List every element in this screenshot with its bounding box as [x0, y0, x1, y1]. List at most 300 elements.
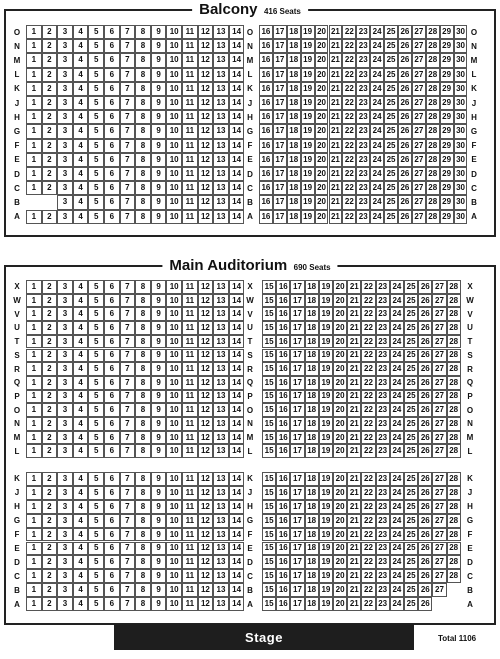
balcony-left-seat[interactable]: 5 [88, 39, 104, 53]
main-upper-left-seat[interactable]: 7 [120, 376, 136, 390]
main-lower-right-seat[interactable]: 16 [276, 583, 290, 597]
main-lower-left-seat[interactable]: 13 [213, 486, 229, 500]
main-upper-right-seat[interactable]: 15 [262, 321, 276, 335]
balcony-left-seat[interactable]: 12 [198, 25, 214, 39]
main-upper-right-seat[interactable]: 21 [347, 403, 361, 417]
main-lower-right-seat[interactable]: 25 [404, 583, 418, 597]
main-upper-left-seat[interactable]: 6 [104, 417, 120, 431]
main-lower-left-seat[interactable]: 13 [213, 514, 229, 528]
balcony-left-seat[interactable]: 4 [73, 195, 89, 209]
balcony-right-seat[interactable]: 16 [259, 82, 273, 96]
main-upper-right-seat[interactable]: 26 [418, 444, 432, 458]
main-lower-left-seat[interactable]: 12 [198, 528, 214, 542]
main-lower-left-seat[interactable]: 1 [26, 597, 42, 611]
balcony-right-seat[interactable]: 21 [329, 110, 343, 124]
balcony-left-seat[interactable]: 10 [166, 124, 182, 138]
main-lower-right-seat[interactable]: 20 [333, 486, 347, 500]
balcony-right-seat[interactable]: 24 [370, 39, 384, 53]
main-lower-left-seat[interactable]: 13 [213, 597, 229, 611]
main-lower-right-seat[interactable]: 26 [418, 569, 432, 583]
main-upper-left-seat[interactable]: 8 [135, 335, 151, 349]
balcony-left-seat[interactable]: 6 [104, 53, 120, 67]
main-upper-right-seat[interactable]: 16 [276, 349, 290, 363]
main-upper-left-seat[interactable]: 14 [229, 321, 245, 335]
main-upper-left-seat[interactable]: 4 [73, 335, 89, 349]
main-lower-right-seat[interactable]: 25 [404, 486, 418, 500]
main-upper-right-seat[interactable]: 26 [418, 403, 432, 417]
main-lower-left-seat[interactable]: 4 [73, 486, 89, 500]
main-lower-right-seat[interactable]: 17 [290, 472, 304, 486]
balcony-right-seat[interactable]: 20 [315, 124, 329, 138]
balcony-right-seat[interactable]: 20 [315, 96, 329, 110]
main-lower-left-seat[interactable]: 2 [42, 555, 58, 569]
balcony-right-seat[interactable]: 28 [426, 25, 440, 39]
balcony-left-seat[interactable]: 9 [151, 181, 167, 195]
balcony-right-seat[interactable]: 21 [329, 167, 343, 181]
balcony-left-seat[interactable]: 4 [73, 53, 89, 67]
main-lower-left-seat[interactable]: 9 [151, 597, 167, 611]
main-lower-left-seat[interactable]: 7 [120, 555, 136, 569]
main-lower-right-seat[interactable]: 22 [361, 597, 375, 611]
main-upper-right-seat[interactable]: 22 [361, 362, 375, 376]
main-upper-right-seat[interactable]: 20 [333, 307, 347, 321]
balcony-right-seat[interactable]: 23 [356, 210, 370, 224]
balcony-left-seat[interactable]: 12 [198, 153, 214, 167]
balcony-right-seat[interactable]: 18 [287, 39, 301, 53]
balcony-left-seat[interactable]: 10 [166, 68, 182, 82]
balcony-right-seat[interactable]: 23 [356, 82, 370, 96]
balcony-left-seat[interactable]: 13 [213, 181, 229, 195]
balcony-right-seat[interactable]: 21 [329, 96, 343, 110]
balcony-left-seat[interactable]: 1 [26, 167, 42, 181]
main-lower-right-seat[interactable]: 20 [333, 472, 347, 486]
balcony-left-seat[interactable]: 4 [73, 210, 89, 224]
main-lower-right-seat[interactable]: 18 [305, 472, 319, 486]
main-upper-right-seat[interactable]: 17 [290, 349, 304, 363]
balcony-left-seat[interactable]: 11 [182, 82, 198, 96]
balcony-left-seat[interactable]: 1 [26, 139, 42, 153]
balcony-right-seat[interactable]: 24 [370, 210, 384, 224]
main-upper-right-seat[interactable]: 15 [262, 335, 276, 349]
main-lower-right-seat[interactable]: 23 [376, 569, 390, 583]
main-upper-right-seat[interactable]: 27 [432, 335, 446, 349]
main-lower-right-seat[interactable]: 24 [390, 569, 404, 583]
balcony-left-seat[interactable]: 4 [73, 82, 89, 96]
main-upper-left-seat[interactable]: 10 [166, 444, 182, 458]
main-lower-right-seat[interactable]: 27 [432, 528, 446, 542]
balcony-right-seat[interactable]: 21 [329, 195, 343, 209]
balcony-left-seat[interactable]: 12 [198, 110, 214, 124]
balcony-right-seat[interactable]: 18 [287, 139, 301, 153]
balcony-left-seat[interactable]: 14 [229, 167, 245, 181]
main-upper-right-seat[interactable]: 17 [290, 362, 304, 376]
balcony-right-seat[interactable]: 27 [412, 25, 426, 39]
balcony-left-seat[interactable]: 9 [151, 82, 167, 96]
balcony-left-seat[interactable]: 13 [213, 124, 229, 138]
balcony-right-seat[interactable]: 25 [384, 210, 398, 224]
main-upper-left-seat[interactable]: 2 [42, 335, 58, 349]
main-lower-right-seat[interactable]: 19 [319, 514, 333, 528]
balcony-left-seat[interactable]: 7 [120, 210, 136, 224]
main-upper-right-seat[interactable]: 15 [262, 444, 276, 458]
main-lower-left-seat[interactable]: 2 [42, 597, 58, 611]
main-lower-left-seat[interactable]: 8 [135, 472, 151, 486]
main-upper-right-seat[interactable]: 23 [376, 294, 390, 308]
main-upper-left-seat[interactable]: 9 [151, 417, 167, 431]
balcony-right-seat[interactable]: 24 [370, 195, 384, 209]
main-upper-right-seat[interactable]: 26 [418, 417, 432, 431]
main-upper-right-seat[interactable]: 27 [432, 376, 446, 390]
balcony-right-seat[interactable]: 26 [398, 139, 412, 153]
balcony-right-seat[interactable]: 22 [342, 195, 356, 209]
main-lower-right-seat[interactable]: 28 [447, 542, 461, 556]
balcony-left-seat[interactable]: 3 [57, 25, 73, 39]
main-lower-right-seat[interactable]: 26 [418, 555, 432, 569]
balcony-right-seat[interactable]: 18 [287, 25, 301, 39]
main-lower-left-seat[interactable]: 8 [135, 528, 151, 542]
main-upper-left-seat[interactable]: 12 [198, 417, 214, 431]
main-upper-left-seat[interactable]: 12 [198, 321, 214, 335]
main-lower-left-seat[interactable]: 12 [198, 500, 214, 514]
main-lower-right-seat[interactable]: 16 [276, 514, 290, 528]
balcony-right-seat[interactable]: 25 [384, 153, 398, 167]
main-upper-right-seat[interactable]: 21 [347, 294, 361, 308]
main-lower-right-seat[interactable]: 21 [347, 597, 361, 611]
main-lower-left-seat[interactable]: 14 [229, 583, 245, 597]
main-lower-left-seat[interactable]: 10 [166, 486, 182, 500]
balcony-left-seat[interactable]: 12 [198, 124, 214, 138]
balcony-left-seat[interactable]: 4 [73, 25, 89, 39]
main-upper-left-seat[interactable]: 13 [213, 307, 229, 321]
main-upper-right-seat[interactable]: 25 [404, 403, 418, 417]
balcony-right-seat[interactable]: 28 [426, 124, 440, 138]
main-lower-right-seat[interactable]: 26 [418, 542, 432, 556]
main-lower-left-seat[interactable]: 4 [73, 555, 89, 569]
main-upper-left-seat[interactable]: 5 [88, 390, 104, 404]
main-upper-right-seat[interactable]: 15 [262, 403, 276, 417]
main-lower-right-seat[interactable]: 15 [262, 486, 276, 500]
balcony-left-seat[interactable]: 11 [182, 153, 198, 167]
balcony-right-seat[interactable]: 27 [412, 96, 426, 110]
main-upper-right-seat[interactable]: 21 [347, 362, 361, 376]
balcony-left-seat[interactable]: 8 [135, 25, 151, 39]
main-upper-left-seat[interactable]: 1 [26, 349, 42, 363]
balcony-right-seat[interactable]: 18 [287, 210, 301, 224]
main-lower-right-seat[interactable]: 23 [376, 514, 390, 528]
main-upper-left-seat[interactable]: 8 [135, 444, 151, 458]
main-lower-right-seat[interactable]: 25 [404, 472, 418, 486]
main-lower-left-seat[interactable]: 13 [213, 569, 229, 583]
main-upper-left-seat[interactable]: 1 [26, 417, 42, 431]
main-lower-left-seat[interactable]: 11 [182, 472, 198, 486]
main-upper-left-seat[interactable]: 7 [120, 307, 136, 321]
main-upper-left-seat[interactable]: 3 [57, 307, 73, 321]
balcony-left-seat[interactable]: 14 [229, 96, 245, 110]
balcony-right-seat[interactable]: 23 [356, 110, 370, 124]
main-upper-right-seat[interactable]: 24 [390, 307, 404, 321]
main-lower-right-seat[interactable]: 28 [447, 528, 461, 542]
balcony-left-seat[interactable]: 4 [73, 96, 89, 110]
main-upper-left-seat[interactable]: 7 [120, 444, 136, 458]
main-upper-left-seat[interactable]: 9 [151, 390, 167, 404]
main-lower-right-seat[interactable]: 19 [319, 569, 333, 583]
main-lower-right-seat[interactable]: 19 [319, 597, 333, 611]
balcony-left-seat[interactable]: 5 [88, 195, 104, 209]
main-upper-right-seat[interactable]: 21 [347, 307, 361, 321]
balcony-left-seat[interactable]: 1 [26, 68, 42, 82]
main-upper-left-seat[interactable]: 14 [229, 403, 245, 417]
balcony-left-seat[interactable]: 14 [229, 210, 245, 224]
main-lower-right-seat[interactable]: 20 [333, 569, 347, 583]
main-lower-left-seat[interactable]: 3 [57, 500, 73, 514]
balcony-right-seat[interactable]: 27 [412, 181, 426, 195]
main-lower-left-seat[interactable]: 11 [182, 528, 198, 542]
main-upper-left-seat[interactable]: 8 [135, 376, 151, 390]
balcony-left-seat[interactable]: 9 [151, 139, 167, 153]
balcony-right-seat[interactable]: 29 [440, 53, 454, 67]
balcony-right-seat[interactable]: 28 [426, 181, 440, 195]
main-lower-left-seat[interactable]: 12 [198, 555, 214, 569]
main-upper-right-seat[interactable]: 17 [290, 321, 304, 335]
main-lower-left-seat[interactable]: 7 [120, 542, 136, 556]
main-lower-right-seat[interactable]: 15 [262, 514, 276, 528]
main-upper-left-seat[interactable]: 4 [73, 403, 89, 417]
balcony-left-seat[interactable]: 12 [198, 167, 214, 181]
main-upper-right-seat[interactable]: 28 [447, 390, 461, 404]
main-upper-right-seat[interactable]: 18 [305, 294, 319, 308]
main-lower-left-seat[interactable]: 3 [57, 486, 73, 500]
main-upper-left-seat[interactable]: 5 [88, 403, 104, 417]
balcony-right-seat[interactable]: 25 [384, 181, 398, 195]
main-upper-left-seat[interactable]: 10 [166, 294, 182, 308]
main-lower-left-seat[interactable]: 3 [57, 555, 73, 569]
balcony-left-seat[interactable]: 11 [182, 25, 198, 39]
balcony-right-seat[interactable]: 21 [329, 39, 343, 53]
balcony-left-seat[interactable]: 11 [182, 110, 198, 124]
balcony-right-seat[interactable]: 23 [356, 124, 370, 138]
main-lower-left-seat[interactable]: 2 [42, 500, 58, 514]
main-lower-right-seat[interactable]: 28 [447, 514, 461, 528]
main-lower-right-seat[interactable]: 28 [447, 569, 461, 583]
main-lower-left-seat[interactable]: 4 [73, 472, 89, 486]
main-upper-left-seat[interactable]: 12 [198, 403, 214, 417]
balcony-right-seat[interactable]: 29 [440, 82, 454, 96]
main-upper-right-seat[interactable]: 23 [376, 335, 390, 349]
balcony-right-seat[interactable]: 21 [329, 68, 343, 82]
main-upper-right-seat[interactable]: 17 [290, 335, 304, 349]
balcony-right-seat[interactable]: 30 [454, 82, 468, 96]
main-lower-left-seat[interactable]: 1 [26, 514, 42, 528]
balcony-left-seat[interactable]: 1 [26, 110, 42, 124]
main-upper-right-seat[interactable]: 24 [390, 280, 404, 294]
balcony-right-seat[interactable]: 21 [329, 124, 343, 138]
balcony-right-seat[interactable]: 28 [426, 53, 440, 67]
balcony-left-seat[interactable]: 2 [42, 167, 58, 181]
balcony-right-seat[interactable]: 26 [398, 25, 412, 39]
balcony-right-seat[interactable]: 27 [412, 68, 426, 82]
main-upper-left-seat[interactable]: 9 [151, 349, 167, 363]
balcony-right-seat[interactable]: 19 [301, 39, 315, 53]
balcony-left-seat[interactable]: 9 [151, 195, 167, 209]
balcony-right-seat[interactable]: 22 [342, 153, 356, 167]
balcony-right-seat[interactable]: 17 [273, 68, 287, 82]
balcony-right-seat[interactable]: 16 [259, 167, 273, 181]
main-lower-left-seat[interactable]: 6 [104, 569, 120, 583]
balcony-right-seat[interactable]: 27 [412, 53, 426, 67]
main-lower-left-seat[interactable]: 7 [120, 514, 136, 528]
main-upper-right-seat[interactable]: 23 [376, 417, 390, 431]
balcony-right-seat[interactable]: 23 [356, 195, 370, 209]
main-lower-right-seat[interactable]: 20 [333, 583, 347, 597]
main-upper-left-seat[interactable]: 8 [135, 390, 151, 404]
main-lower-left-seat[interactable]: 4 [73, 514, 89, 528]
balcony-right-seat[interactable]: 28 [426, 210, 440, 224]
main-lower-right-seat[interactable]: 25 [404, 528, 418, 542]
balcony-left-seat[interactable]: 3 [57, 181, 73, 195]
main-lower-right-seat[interactable]: 24 [390, 514, 404, 528]
balcony-right-seat[interactable]: 26 [398, 82, 412, 96]
balcony-right-seat[interactable]: 24 [370, 110, 384, 124]
main-upper-right-seat[interactable]: 20 [333, 376, 347, 390]
main-upper-right-seat[interactable]: 19 [319, 280, 333, 294]
balcony-left-seat[interactable]: 8 [135, 210, 151, 224]
balcony-right-seat[interactable]: 29 [440, 25, 454, 39]
main-lower-right-seat[interactable]: 16 [276, 486, 290, 500]
balcony-right-seat[interactable]: 20 [315, 53, 329, 67]
main-lower-left-seat[interactable]: 9 [151, 500, 167, 514]
main-upper-left-seat[interactable]: 4 [73, 444, 89, 458]
balcony-left-seat[interactable]: 11 [182, 195, 198, 209]
main-upper-left-seat[interactable]: 10 [166, 376, 182, 390]
main-upper-left-seat[interactable]: 6 [104, 280, 120, 294]
main-upper-left-seat[interactable]: 14 [229, 417, 245, 431]
balcony-right-seat[interactable]: 27 [412, 195, 426, 209]
main-lower-left-seat[interactable]: 10 [166, 528, 182, 542]
main-upper-left-seat[interactable]: 13 [213, 390, 229, 404]
balcony-left-seat[interactable]: 9 [151, 167, 167, 181]
balcony-right-seat[interactable]: 29 [440, 39, 454, 53]
balcony-left-seat[interactable]: 10 [166, 82, 182, 96]
main-upper-right-seat[interactable]: 25 [404, 307, 418, 321]
main-upper-left-seat[interactable]: 1 [26, 335, 42, 349]
balcony-left-seat[interactable]: 12 [198, 68, 214, 82]
balcony-right-seat[interactable]: 18 [287, 124, 301, 138]
main-lower-left-seat[interactable]: 1 [26, 583, 42, 597]
main-lower-left-seat[interactable]: 7 [120, 528, 136, 542]
main-upper-left-seat[interactable]: 14 [229, 349, 245, 363]
main-lower-right-seat[interactable]: 20 [333, 597, 347, 611]
balcony-right-seat[interactable]: 19 [301, 96, 315, 110]
main-lower-right-seat[interactable]: 21 [347, 542, 361, 556]
balcony-left-seat[interactable]: 14 [229, 82, 245, 96]
balcony-left-seat[interactable]: 7 [120, 68, 136, 82]
main-lower-right-seat[interactable]: 21 [347, 555, 361, 569]
main-upper-left-seat[interactable]: 11 [182, 362, 198, 376]
main-upper-left-seat[interactable]: 2 [42, 294, 58, 308]
main-upper-right-seat[interactable]: 18 [305, 349, 319, 363]
main-upper-left-seat[interactable]: 9 [151, 403, 167, 417]
balcony-right-seat[interactable]: 22 [342, 110, 356, 124]
balcony-right-seat[interactable]: 17 [273, 181, 287, 195]
main-lower-left-seat[interactable]: 8 [135, 583, 151, 597]
main-lower-left-seat[interactable]: 5 [88, 472, 104, 486]
main-upper-right-seat[interactable]: 24 [390, 321, 404, 335]
main-upper-right-seat[interactable]: 26 [418, 335, 432, 349]
main-lower-right-seat[interactable]: 26 [418, 583, 432, 597]
main-upper-right-seat[interactable]: 26 [418, 390, 432, 404]
main-upper-right-seat[interactable]: 16 [276, 294, 290, 308]
main-upper-right-seat[interactable]: 22 [361, 390, 375, 404]
main-lower-left-seat[interactable]: 12 [198, 542, 214, 556]
balcony-left-seat[interactable]: 3 [57, 82, 73, 96]
balcony-left-seat[interactable]: 4 [73, 139, 89, 153]
balcony-right-seat[interactable]: 24 [370, 82, 384, 96]
main-upper-left-seat[interactable]: 14 [229, 307, 245, 321]
balcony-right-seat[interactable]: 19 [301, 82, 315, 96]
balcony-left-seat[interactable]: 13 [213, 110, 229, 124]
balcony-right-seat[interactable]: 23 [356, 53, 370, 67]
main-upper-right-seat[interactable]: 20 [333, 362, 347, 376]
main-upper-right-seat[interactable]: 23 [376, 321, 390, 335]
main-lower-right-seat[interactable]: 19 [319, 555, 333, 569]
main-upper-right-seat[interactable]: 26 [418, 294, 432, 308]
balcony-right-seat[interactable]: 20 [315, 39, 329, 53]
main-upper-right-seat[interactable]: 28 [447, 294, 461, 308]
balcony-left-seat[interactable]: 3 [57, 124, 73, 138]
balcony-left-seat[interactable]: 11 [182, 39, 198, 53]
balcony-right-seat[interactable]: 30 [454, 139, 468, 153]
main-lower-left-seat[interactable]: 4 [73, 542, 89, 556]
main-upper-left-seat[interactable]: 10 [166, 349, 182, 363]
main-lower-left-seat[interactable]: 8 [135, 514, 151, 528]
main-upper-right-seat[interactable]: 15 [262, 376, 276, 390]
balcony-right-seat[interactable]: 30 [454, 68, 468, 82]
main-upper-left-seat[interactable]: 11 [182, 390, 198, 404]
balcony-left-seat[interactable]: 11 [182, 68, 198, 82]
main-lower-left-seat[interactable]: 5 [88, 555, 104, 569]
main-upper-left-seat[interactable]: 12 [198, 349, 214, 363]
balcony-left-seat[interactable]: 13 [213, 39, 229, 53]
main-upper-right-seat[interactable]: 24 [390, 417, 404, 431]
main-upper-left-seat[interactable]: 14 [229, 431, 245, 445]
balcony-left-seat[interactable]: 9 [151, 110, 167, 124]
main-lower-right-seat[interactable]: 24 [390, 555, 404, 569]
balcony-left-seat[interactable]: 3 [57, 210, 73, 224]
main-upper-left-seat[interactable]: 8 [135, 349, 151, 363]
main-upper-left-seat[interactable]: 2 [42, 280, 58, 294]
main-upper-left-seat[interactable]: 10 [166, 431, 182, 445]
balcony-right-seat[interactable]: 18 [287, 181, 301, 195]
main-lower-right-seat[interactable]: 24 [390, 500, 404, 514]
main-lower-right-seat[interactable]: 17 [290, 583, 304, 597]
main-lower-left-seat[interactable]: 1 [26, 472, 42, 486]
main-lower-right-seat[interactable]: 18 [305, 514, 319, 528]
main-upper-right-seat[interactable]: 28 [447, 307, 461, 321]
balcony-right-seat[interactable]: 25 [384, 124, 398, 138]
main-lower-left-seat[interactable]: 9 [151, 528, 167, 542]
main-upper-left-seat[interactable]: 5 [88, 376, 104, 390]
main-upper-right-seat[interactable]: 25 [404, 294, 418, 308]
main-lower-right-seat[interactable]: 26 [418, 500, 432, 514]
balcony-right-seat[interactable]: 26 [398, 153, 412, 167]
main-upper-right-seat[interactable]: 21 [347, 390, 361, 404]
balcony-right-seat[interactable]: 27 [412, 153, 426, 167]
balcony-right-seat[interactable]: 28 [426, 68, 440, 82]
main-upper-left-seat[interactable]: 2 [42, 376, 58, 390]
main-upper-left-seat[interactable]: 6 [104, 403, 120, 417]
main-lower-right-seat[interactable]: 20 [333, 514, 347, 528]
main-upper-right-seat[interactable]: 15 [262, 349, 276, 363]
